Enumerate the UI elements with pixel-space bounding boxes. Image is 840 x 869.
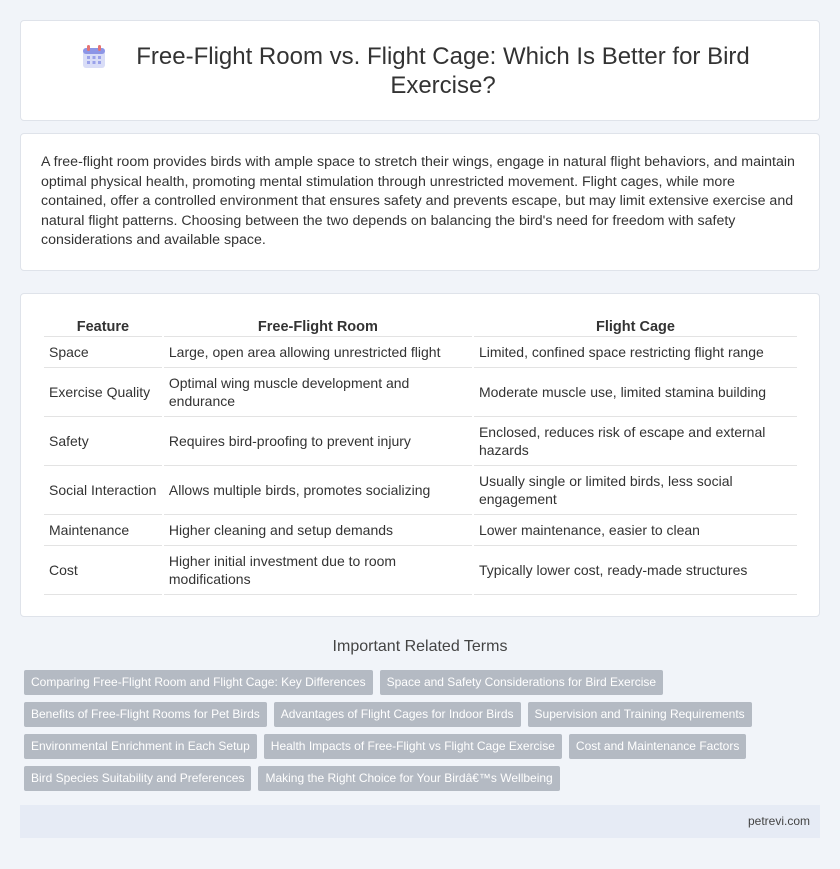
calendar-icon [81,44,107,70]
intro-paragraph: A free-flight room provides birds with ample space to stretch their wings, engage in natural flight behaviors, and maintain optimal physical health, promoting mental stimulation through unrestricted movement. Flight cages, while more contained, offer a controlled environment that ensures safety and prevents escape, but may limit extensive exercise and natural flight patterns. Choosing between the two depends on balancing the bird's need for freedom with safety considerations and available space. [41,154,795,249]
related-term-tag[interactable]: Environmental Enrichment in Each Setup [24,734,257,759]
feature-cell: Maintenance [44,515,162,546]
flight-cage-cell: Typically lower cost, ready-made structures [474,546,797,595]
free-flight-cell: Optimal wing muscle development and endurance [164,368,472,417]
comparison-table [42,314,799,595]
header-flight-cage: Flight Cage [474,314,797,337]
related-term-tag[interactable]: Advantages of Flight Cages for Indoor Birds [274,702,521,727]
related-term-tag[interactable]: Cost and Maintenance Factors [569,734,746,759]
related-term-tag[interactable]: Benefits of Free-Flight Rooms for Pet Birds [24,702,267,727]
related-term-tag[interactable]: Supervision and Training Requirements [528,702,752,727]
title-card [20,20,820,121]
flight-cage-cell: Enclosed, reduces risk of escape and external hazards [474,417,797,466]
tag-row [24,670,663,695]
site-link[interactable]: petrevi.com [747,814,810,828]
table-row [44,546,797,595]
header-free-flight-room: Free-Flight Room [164,314,472,337]
table-row [44,417,797,466]
comparison-card [20,293,820,617]
free-flight-cell: Higher initial investment due to room modifications [164,546,472,595]
related-term-tag[interactable]: Making the Right Choice for Your Birdâ€™s Wellbeing [258,766,559,791]
table-row [44,337,797,368]
flight-cage-cell: Limited, confined space restricting flight range [474,337,797,368]
free-flight-cell: Allows multiple birds, promotes socializing [164,466,472,515]
related-term-tag[interactable]: Health Impacts of Free-Flight vs Flight Cage Exercise [264,734,562,759]
related-term-tag[interactable]: Comparing Free-Flight Room and Flight Cage: Key Differences [24,670,373,695]
tag-row [24,734,746,759]
feature-cell: Cost [44,546,162,595]
tag-row [24,702,752,727]
free-flight-cell: Higher cleaning and setup demands [164,515,472,546]
tag-row [24,766,560,791]
related-term-tag[interactable]: Space and Safety Considerations for Bird Exercise [380,670,663,695]
free-flight-cell: Large, open area allowing unrestricted flight [164,337,472,368]
table-row [44,368,797,417]
free-flight-cell: Requires bird-proofing to prevent injury [164,417,472,466]
feature-cell: Exercise Quality [44,368,162,417]
related-term-tag[interactable]: Bird Species Suitability and Preferences [24,766,251,791]
flight-cage-cell: Lower maintenance, easier to clean [474,515,797,546]
table-row [44,466,797,515]
feature-cell: Space [44,337,162,368]
intro-card [20,133,820,271]
feature-cell: Safety [44,417,162,466]
feature-cell: Social Interaction [44,466,162,515]
header-feature: Feature [44,314,162,337]
table-header-row [44,314,797,337]
flight-cage-cell: Usually single or limited birds, less social engagement [474,466,797,515]
table-row [44,515,797,546]
related-terms-heading: Important Related Terms [332,638,508,655]
flight-cage-cell: Moderate muscle use, limited stamina building [474,368,797,417]
page-title: Free-Flight Room vs. Flight Cage: Which Is Better for Bird Exercise? [136,42,750,99]
footer [20,805,820,838]
